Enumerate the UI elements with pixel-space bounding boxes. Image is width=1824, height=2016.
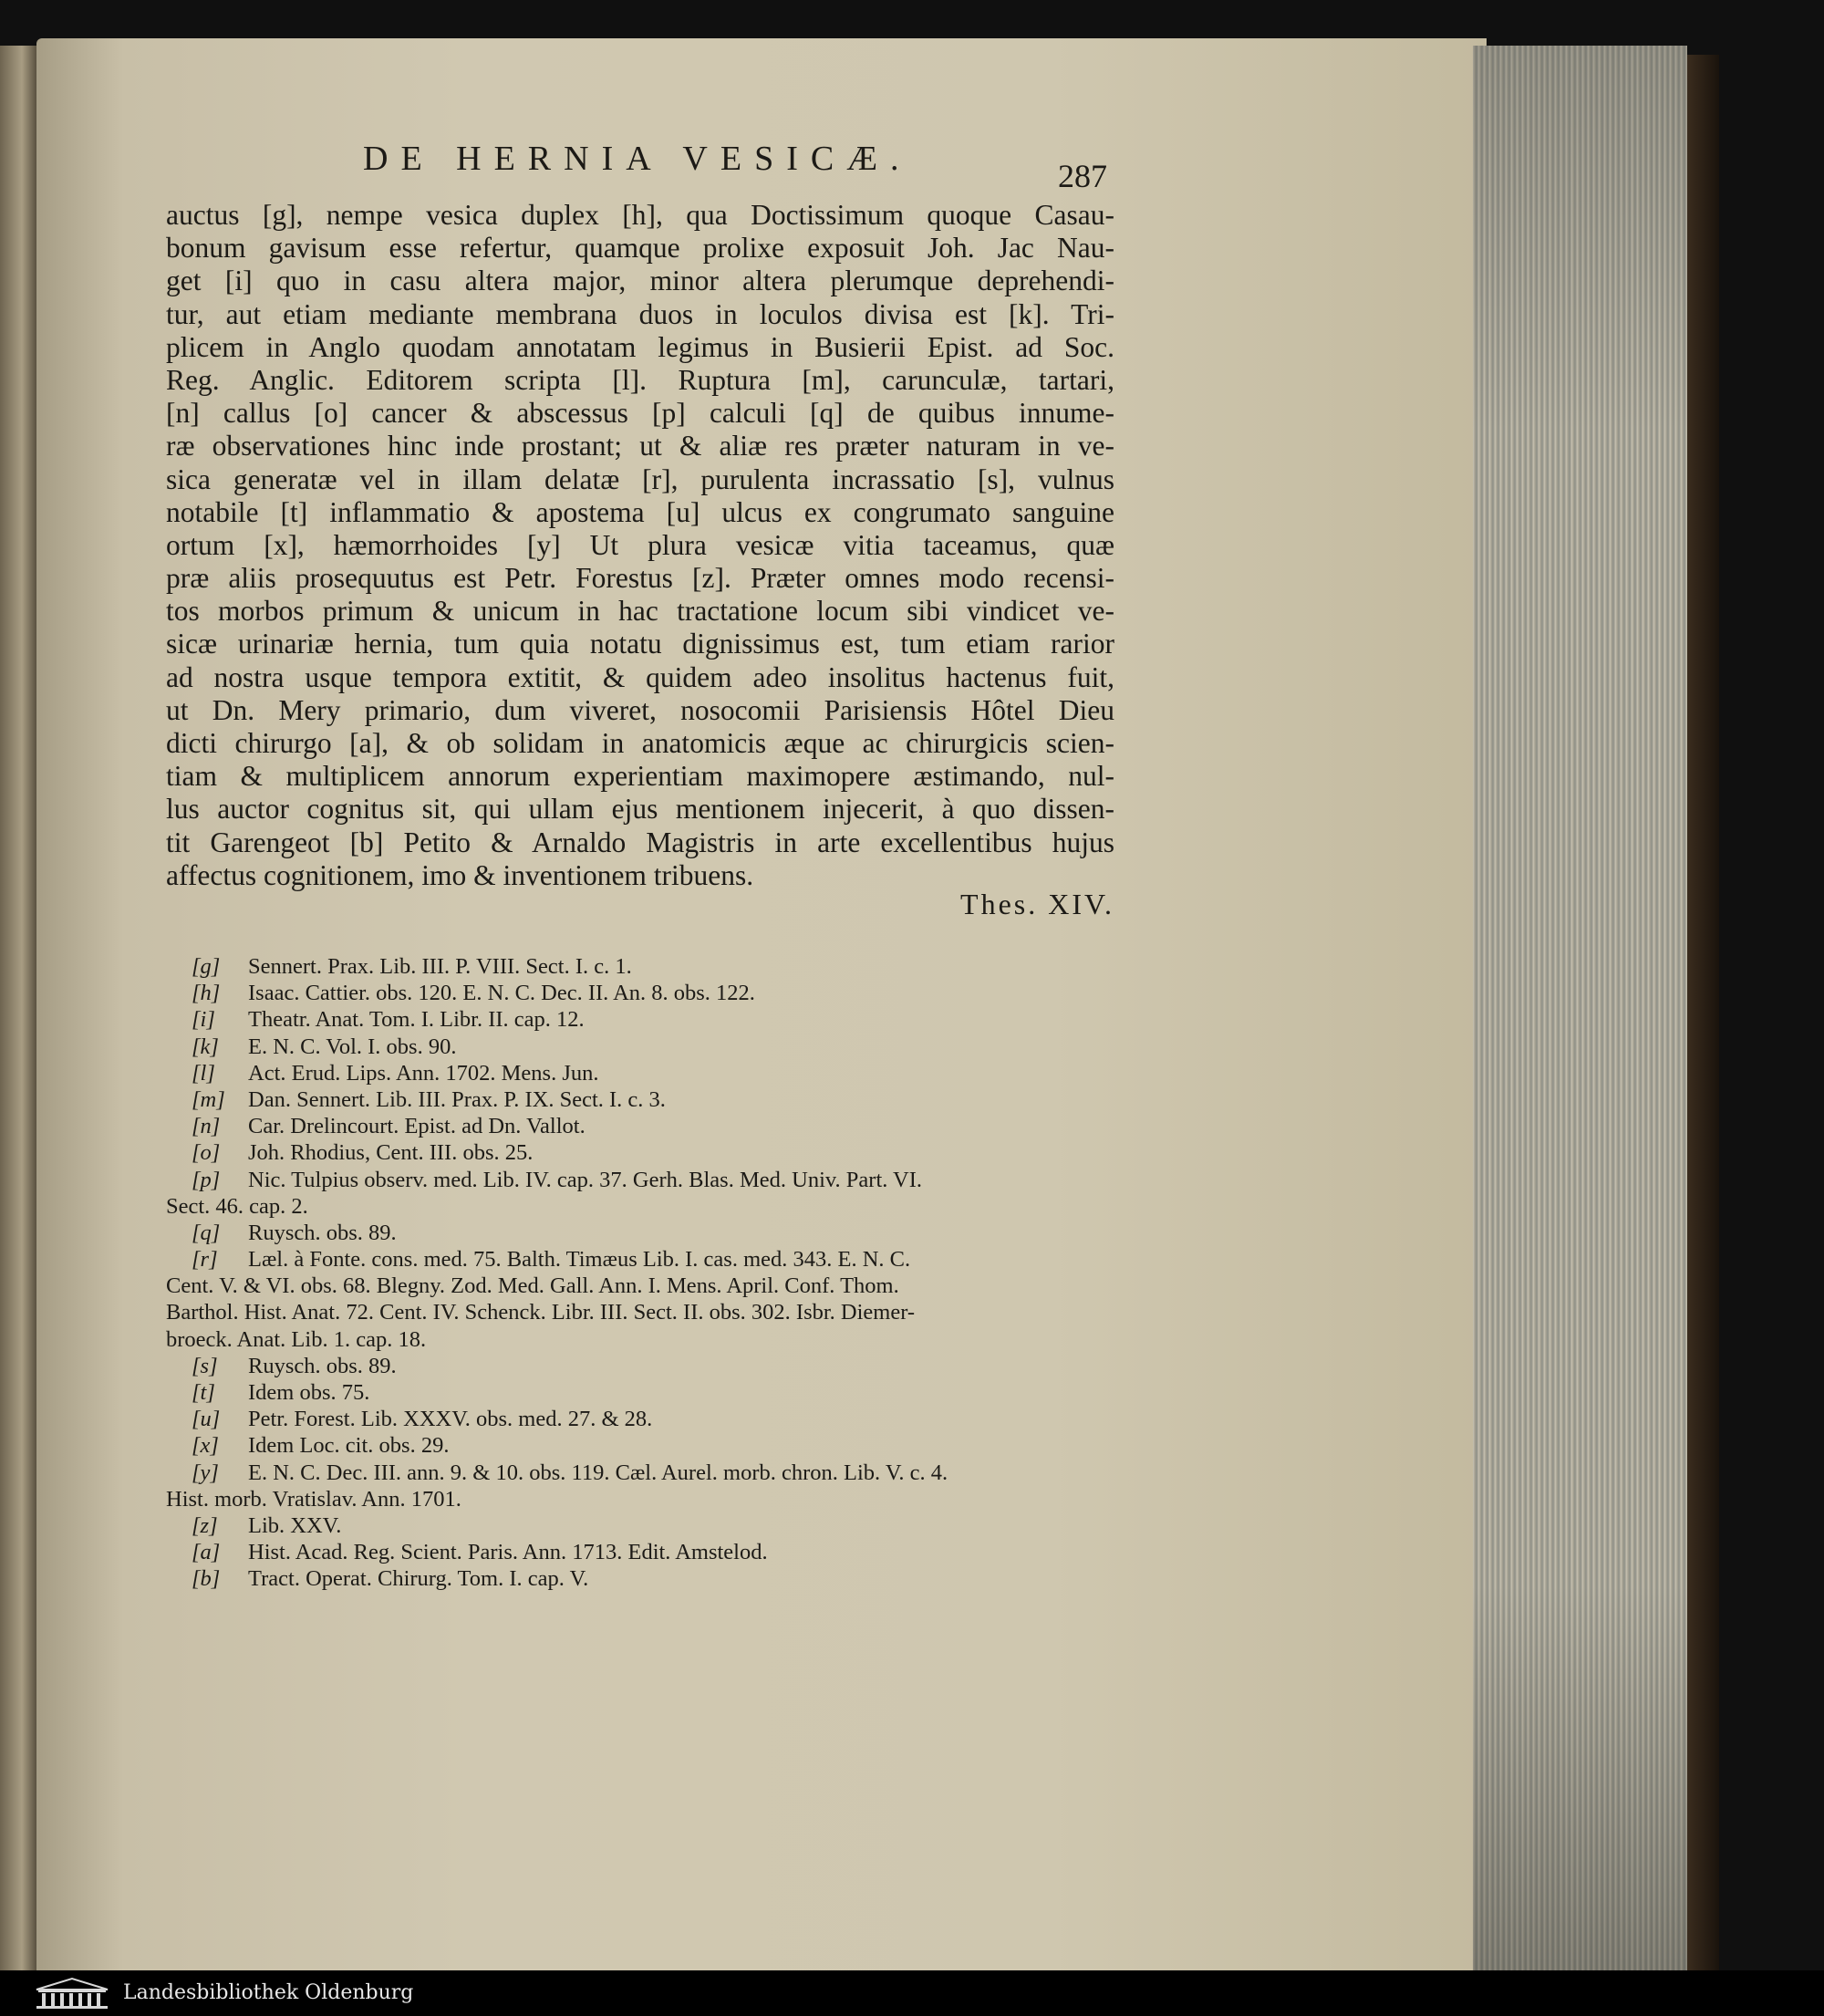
footnote-mark: [r]: [192, 1247, 218, 1273]
footnote-mark: [o]: [192, 1140, 221, 1166]
footnote-mark: [g]: [192, 954, 221, 979]
footnote: [166, 1060, 1114, 1086]
footnote-mark: [b]: [192, 1566, 221, 1592]
footnote: [166, 1432, 1114, 1459]
footnote-mark: [t]: [192, 1380, 215, 1405]
body-line: dicti chirurgo [a], & ob solidam in anatomicis æque ac chirurgicis scien-: [166, 727, 1114, 759]
footnote-mark: [x]: [192, 1433, 219, 1459]
footnote-mark: [i]: [192, 1007, 215, 1033]
footnote: [166, 1167, 1114, 1193]
footnote: [166, 1034, 1114, 1060]
library-logo-icon: [35, 1977, 109, 2010]
footnote-text: Nic. Tulpius observ. med. Lib. IV. cap. 37. Gerh. Blas. Med. Univ. Part. VI.: [248, 1167, 923, 1192]
body-line: sica generatæ vel in illam delatæ [r], purulenta incrassatio [s], vulnus: [166, 462, 1114, 495]
footnote-text: Isaac. Cattier. obs. 120. E. N. C. Dec. II. An. 8. obs. 122.: [248, 981, 755, 1006]
footnote-text: Dan. Sennert. Lib. III. Prax. P. IX. Sect. I. c. 3.: [248, 1086, 666, 1112]
footnote-continuation: Barthol. Hist. Anat. 72. Cent. IV. Schenck. Libr. III. Sect. II. obs. 302. Isbr. Diemer-: [166, 1300, 916, 1325]
body-line: ortum [x], hæmorrhoides [y] Ut plura vesicæ vitia taceamus, quæ: [166, 528, 1114, 561]
footnote: [166, 1006, 1114, 1033]
footnote-mark: [n]: [192, 1114, 221, 1139]
footnote-continuation: Cent. V. & VI. obs. 68. Blegny. Zod. Med. Gall. Ann. I. Mens. April. Conf. Thom.: [166, 1273, 899, 1299]
footnote: [166, 1353, 1114, 1379]
footnote: [166, 1406, 1114, 1432]
footnote: [166, 1246, 1114, 1273]
body-line: get [i] quo in casu altera major, minor altera plerumque deprehendi-: [166, 265, 1114, 297]
body-line: tit Garengeot [b] Petito & Arnaldo Magistris in arte excellentibus hujus: [166, 826, 1114, 858]
footnote: [166, 953, 1114, 980]
footnote-mark: [l]: [192, 1060, 215, 1086]
footnote: [166, 1139, 1114, 1166]
thesis-heading: Thes. XIV.: [960, 888, 1114, 920]
library-name: Landesbibliothek Oldenburg: [123, 1981, 414, 2004]
body-line: plicem in Anglo quodam annotatam legimus in Busierii Epist. ad Soc.: [166, 330, 1114, 363]
footnotes: [166, 953, 1114, 1593]
book-cover-edge: [1687, 55, 1719, 1970]
footnote: [166, 1539, 1114, 1565]
footnote-continuation: Sect. 46. cap. 2.: [166, 1193, 308, 1219]
footnote-text: Tract. Operat. Chirurg. Tom. I. cap. V.: [248, 1566, 589, 1592]
footnote-continuation: Hist. morb. Vratislav. Ann. 1701.: [166, 1486, 461, 1512]
running-header: DE HERNIA VESICÆ.: [363, 140, 912, 178]
body-line: auctus [g], nempe vesica duplex [h], qua Doctissimum quoque Casau-: [166, 199, 1114, 231]
footnote-mark: [p]: [192, 1167, 221, 1192]
footnote-mark: [a]: [192, 1540, 221, 1565]
body-line: ut Dn. Mery primario, dum viveret, nosocomii Parisiensis Hôtel Dieu: [166, 693, 1114, 726]
footnote-mark: [q]: [192, 1220, 221, 1245]
footnote-text: Sennert. Prax. Lib. III. P. VIII. Sect. I. c. 1.: [248, 954, 632, 979]
body-line: notabile [t] inflammatio & apostema [u] ulcus ex congrumato sanguine: [166, 495, 1114, 528]
footnote: [166, 1460, 1114, 1486]
footnote-text: Ruysch. obs. 89.: [248, 1220, 397, 1245]
footnote-text: Petr. Forest. Lib. XXXV. obs. med. 27. & 28.: [248, 1407, 653, 1432]
body-line: ad nostra usque tempora extitit, & quidem adeo insolitus hactenus fuit,: [166, 660, 1114, 693]
footnote: [166, 1086, 1114, 1113]
body-line: Reg. Anglic. Editorem scripta [l]. Ruptura [m], carunculæ, tartari,: [166, 363, 1114, 396]
footnote-text: E. N. C. Vol. I. obs. 90.: [248, 1034, 457, 1059]
footnote-mark: [s]: [192, 1353, 218, 1378]
body-line: tos morbos primum & unicum in hac tractatione locum sibi vindicet ve-: [166, 595, 1114, 628]
footnote: [166, 980, 1114, 1006]
footnote-mark: [k]: [192, 1034, 219, 1059]
footnote: [166, 1565, 1114, 1592]
footnote-text: Idem Loc. cit. obs. 29.: [248, 1433, 450, 1459]
footnote-mark: [h]: [192, 981, 221, 1006]
body-line: ræ observationes hinc inde prostant; ut & aliæ res præter naturam in ve-: [166, 430, 1114, 462]
body-line: tur, aut etiam mediante membrana duos in loculos divisa est [k]. Tri-: [166, 297, 1114, 330]
footnote-mark: [z]: [192, 1512, 218, 1538]
footnote-mark: [y]: [192, 1460, 219, 1485]
body-text: [166, 199, 1114, 892]
left-page-edge: [0, 46, 36, 1970]
footnote: [166, 1512, 1114, 1539]
body-line: lus auctor cognitus sit, qui ullam ejus mentionem injecerit, à quo dissen-: [166, 793, 1114, 826]
footnote-text: Idem obs. 75.: [248, 1380, 370, 1405]
body-line: affectus cognitionem, imo & inventionem tribuens.: [166, 858, 754, 891]
body-line: tiam & multiplicem annorum experientiam maximopere æstimando, nul-: [166, 760, 1114, 793]
body-line: præ aliis prosequutus est Petr. Forestus [z]. Præter omnes modo recensi-: [166, 562, 1114, 595]
footnote-text: Theatr. Anat. Tom. I. Libr. II. cap. 12.: [248, 1007, 585, 1033]
footnote-text: Car. Drelincourt. Epist. ad Dn. Vallot.: [248, 1114, 586, 1139]
footnote-text: Joh. Rhodius, Cent. III. obs. 25.: [248, 1140, 534, 1166]
footnote-continuation: broeck. Anat. Lib. 1. cap. 18.: [166, 1326, 427, 1352]
body-line: [n] callus [o] cancer & abscessus [p] calculi [q] de quibus innume-: [166, 397, 1114, 430]
footnote-text: Lib. XXV.: [248, 1512, 342, 1538]
footnote-text: E. N. C. Dec. III. ann. 9. & 10. obs. 119. Cæl. Aurel. morb. chron. Lib. V. c. 4.: [248, 1460, 948, 1485]
footnote-text: Hist. Acad. Reg. Scient. Paris. Ann. 1713. Edit. Amstelod.: [248, 1540, 768, 1565]
footnote-text: Ruysch. obs. 89.: [248, 1353, 397, 1378]
footnote: [166, 1379, 1114, 1406]
footnote-text: Læl. à Fonte. cons. med. 75. Balth. Timæus Lib. I. cas. med. 343. E. N. C.: [248, 1247, 911, 1273]
body-line: bonum gavisum esse refertur, quamque prolixe exposuit Joh. Jac Nau-: [166, 232, 1114, 265]
footnote: [166, 1113, 1114, 1139]
footnote-mark: [u]: [192, 1407, 221, 1432]
body-line: sicæ urinariæ hernia, tum quia notatu dignissimus est, tum etiam rarior: [166, 628, 1114, 660]
footnote-text: Act. Erud. Lips. Ann. 1702. Mens. Jun.: [248, 1060, 599, 1086]
footnote: [166, 1220, 1114, 1246]
page-number: 287: [1058, 158, 1107, 194]
footnote-mark: [m]: [192, 1086, 225, 1112]
page-block-edge: [1473, 46, 1687, 1970]
